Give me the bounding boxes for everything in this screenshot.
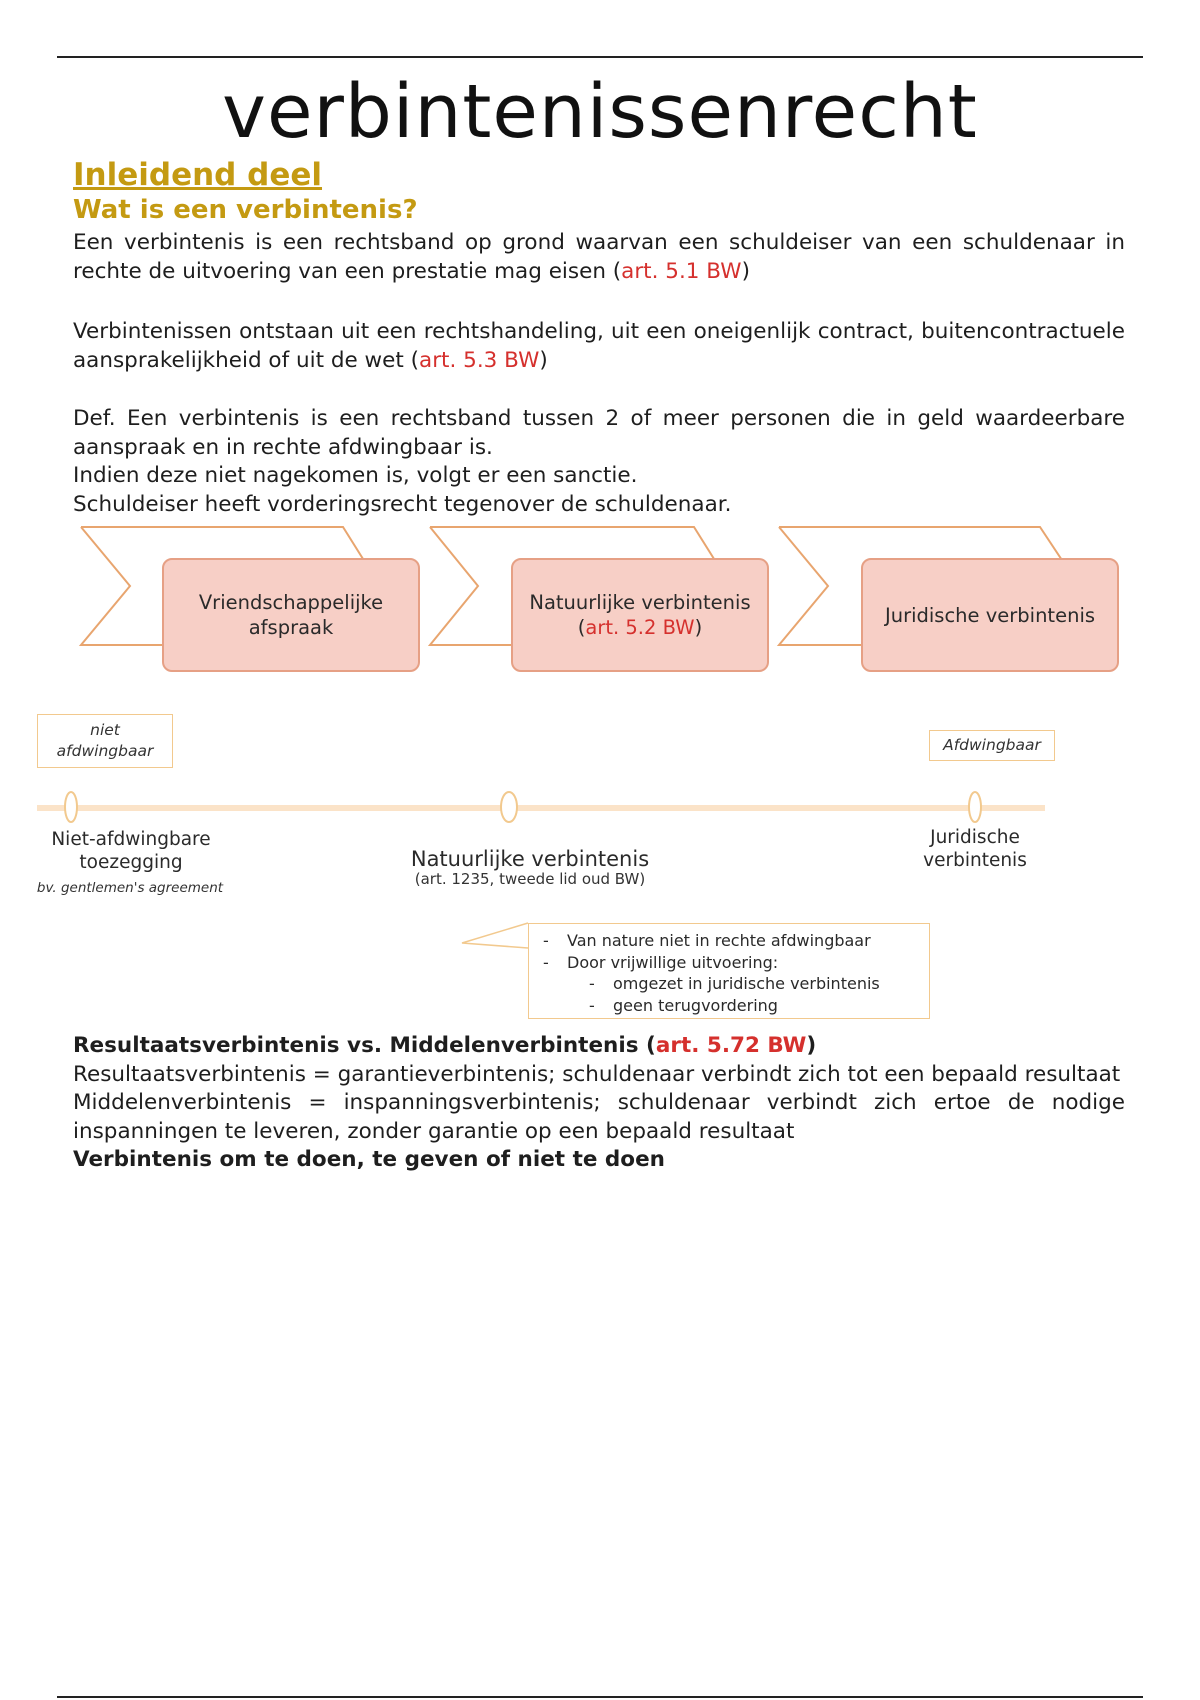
p2-end: ) bbox=[539, 347, 548, 373]
step1-line1: Vriendschappelijke bbox=[198, 591, 384, 614]
p2-article-ref: art. 5.3 BW bbox=[419, 347, 540, 373]
p1-article-ref: art. 5.1 BW bbox=[621, 258, 742, 284]
section-heading: Inleidend deel bbox=[73, 157, 323, 193]
node2-title: Natuurlijke verbintenis bbox=[410, 847, 650, 871]
p3-line3: Schuldeiser heeft vorderingsrecht tegenover de schuldenaar. bbox=[73, 491, 732, 517]
step1-line2: afspraak bbox=[248, 616, 334, 639]
bottom-rule bbox=[57, 1696, 1143, 1698]
step-legal-obligation bbox=[861, 558, 1119, 672]
p3-line2: Indien deze niet nagekomen is, volgt er een sanctie. bbox=[73, 463, 638, 488]
node3-label bbox=[900, 826, 1050, 872]
tag-enforceable: Afdwingbaar bbox=[929, 730, 1055, 761]
timeline-node-2 bbox=[501, 792, 517, 822]
subheading: Wat is een verbintenis? bbox=[73, 195, 418, 225]
callout-subitem: - omgezet in juridische verbintenis bbox=[543, 973, 917, 995]
means-obligation-def: Middelenverbintenis = inspanningsverbintenis; schuldenaar verbindt zich ertoe de nodige inspanningen te leveren, zonder garantie op een bepaald resultaat bbox=[73, 1090, 1125, 1144]
step2-line1: Natuurlijke verbintenis bbox=[529, 591, 751, 614]
p2-text: Verbintenissen ontstaan uit een rechtshandeling, uit een oneigenlijk contract, buitencontractuele aansprakelijkheid of uit de wet ( bbox=[73, 319, 1125, 373]
tag-left-line1: niet bbox=[90, 721, 120, 739]
step-natural-obligation bbox=[511, 558, 769, 672]
node3-line1: Juridische bbox=[930, 827, 1020, 848]
node1-line2: toezegging bbox=[79, 852, 183, 873]
callout-pointer bbox=[462, 923, 528, 948]
do-give-not-do-heading: Verbintenis om te doen, te geven of niet te doen bbox=[73, 1147, 665, 1172]
p1-text: Een verbintenis is een rechtsband op grond waarvan een schuldeiser van een schuldenaar in rechte de uitvoering van een prestatie mag eisen ( bbox=[73, 230, 1125, 284]
step2-article-ref: art. 5.2 BW bbox=[585, 616, 695, 639]
page-title: verbintenissenrecht bbox=[222, 69, 978, 155]
tag-left-line2: afdwingbaar bbox=[56, 742, 154, 760]
p4-heading-text: Resultaatsverbintenis vs. Middelenverbintenis ( bbox=[73, 1033, 656, 1058]
node1-example: bv. gentlemen's agreement bbox=[36, 880, 224, 896]
sources-paragraph bbox=[73, 318, 1125, 375]
callout-item: - Van nature niet in rechte afdwingbaar bbox=[543, 930, 917, 952]
natural-obligation-callout bbox=[528, 923, 930, 1019]
node2-subtitle: (art. 1235, tweede lid oud BW) bbox=[414, 870, 646, 888]
top-rule bbox=[57, 56, 1143, 58]
enforceability-timeline bbox=[0, 690, 1200, 1030]
node1-line1: Niet-afdwingbare bbox=[51, 829, 211, 850]
p4-article-ref: art. 5.72 BW bbox=[655, 1033, 807, 1058]
node3-line2: verbintenis bbox=[923, 850, 1027, 871]
result-obligation-def: Resultaatsverbintenis = garantieverbintenis; schuldenaar verbindt zich tot een bepaald resultaat bbox=[73, 1061, 1121, 1087]
node1-label bbox=[40, 828, 222, 874]
step2-paren-close: ) bbox=[694, 616, 703, 639]
step-friendly-agreement bbox=[162, 558, 420, 672]
def-paragraph bbox=[73, 405, 1125, 519]
callout-subitem: - geen terugvordering bbox=[543, 995, 917, 1017]
timeline-node-3 bbox=[969, 792, 981, 822]
result-vs-means-heading bbox=[73, 1032, 1125, 1061]
callout-item: - Door vrijwillige uitvoering: bbox=[543, 952, 917, 974]
step2-paren-open: ( bbox=[577, 616, 586, 639]
p1-end: ) bbox=[741, 258, 750, 284]
process-diagram bbox=[0, 520, 1200, 680]
step3-label: Juridische verbintenis bbox=[884, 603, 1096, 627]
p4-heading-end: ) bbox=[806, 1033, 817, 1058]
timeline-node-1 bbox=[65, 792, 77, 822]
result-vs-means-section bbox=[73, 1032, 1125, 1175]
definition-paragraph bbox=[73, 229, 1125, 286]
p3-line1: Def. Een verbintenis is een rechtsband tussen 2 of meer personen die in geld waardeerbare aanspraak en in rechte afdwingbaar is. bbox=[73, 406, 1125, 460]
